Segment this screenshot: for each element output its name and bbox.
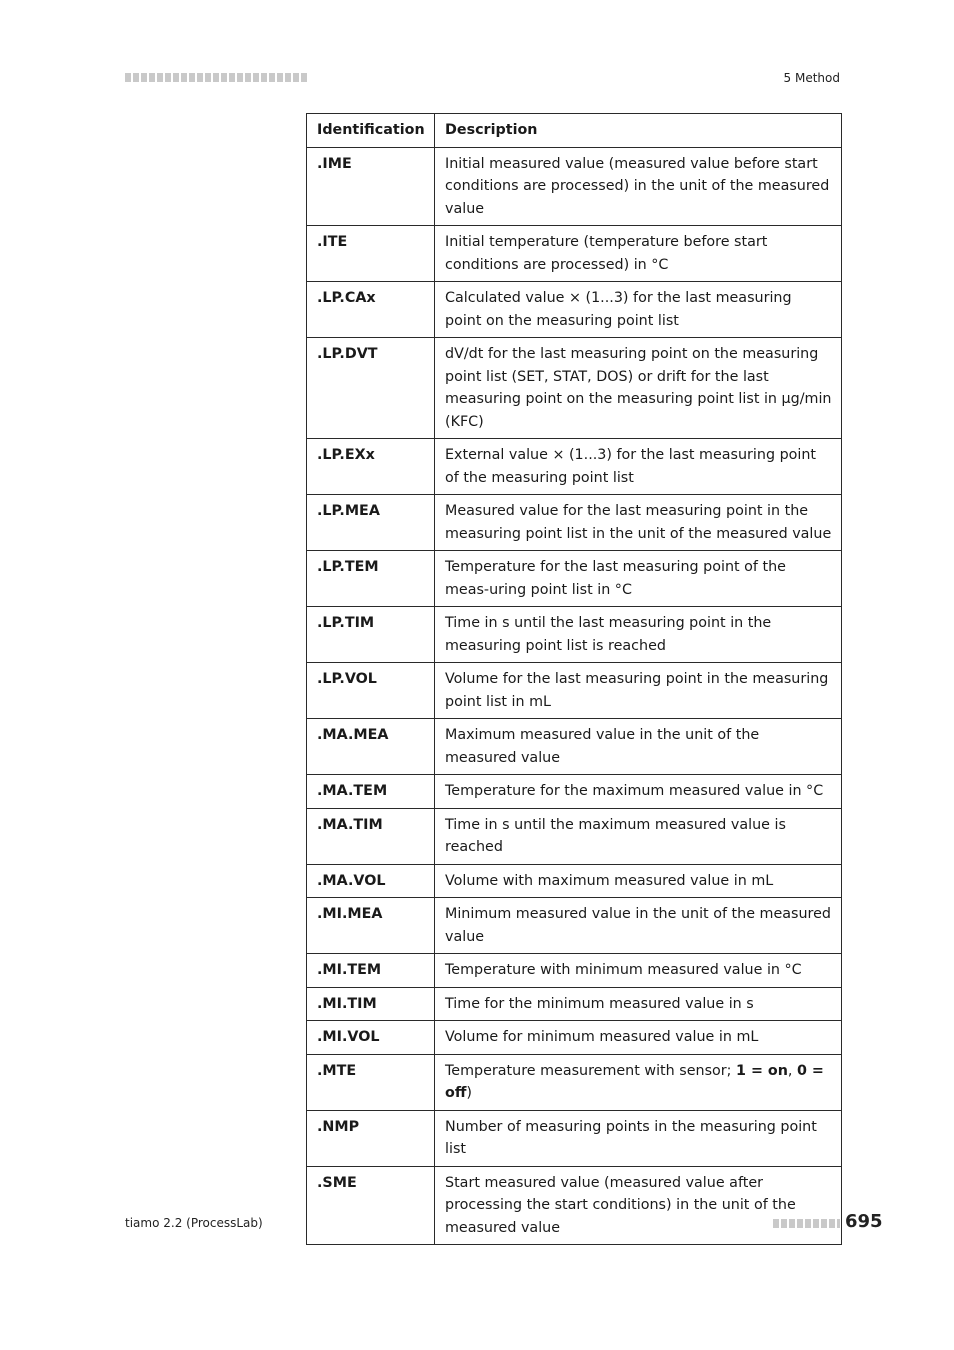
table-row [307, 226, 842, 282]
row-description: Time in s until the last measuring point in the measuring point list is reached [435, 607, 842, 663]
row-id: .MI.VOL [307, 1021, 435, 1055]
row-id: .MA.TIM [307, 808, 435, 864]
row-description: dV/dt for the last measuring point on the measuring point list (SET, STAT, DOS) or drift for the last measuring point on the measuring point list in µg/min (KFC) [435, 338, 842, 439]
table-row [307, 775, 842, 809]
row-description: Initial temperature (temperature before start conditions are processed) in °C [435, 226, 842, 282]
row-id: .LP.CAx [307, 282, 435, 338]
table-row [307, 808, 842, 864]
row-id: .ITE [307, 226, 435, 282]
mte-close: ) [466, 1085, 472, 1101]
mte-on-value: 1 = on [736, 1062, 788, 1079]
row-id: .MA.TEM [307, 775, 435, 809]
row-id: .LP.VOL [307, 663, 435, 719]
row-description: Initial measured value (measured value before start conditions are processed) in the unit of the measured value [435, 147, 842, 226]
table-header-row [307, 114, 842, 148]
mte-off-value: 0 = off [445, 1062, 824, 1101]
section-title: 5 Method [783, 71, 840, 85]
row-description: Volume for minimum measured value in mL [435, 1021, 842, 1055]
row-id: .LP.TEM [307, 551, 435, 607]
row-description: Temperature for the maximum measured value in °C [435, 775, 842, 809]
table-row [307, 1166, 842, 1245]
table-row [307, 551, 842, 607]
row-description: Calculated value × (1...3) for the last measuring point on the measuring point list [435, 282, 842, 338]
row-description: Volume for the last measuring point in the measuring point list in mL [435, 663, 842, 719]
table-row [307, 663, 842, 719]
table-row [307, 719, 842, 775]
table-row [307, 338, 842, 439]
row-description: Volume with maximum measured value in mL [435, 864, 842, 898]
table-row [307, 147, 842, 226]
table-row [307, 864, 842, 898]
row-id: .LP.TIM [307, 607, 435, 663]
row-id: .NMP [307, 1110, 435, 1166]
row-description: Time for the minimum measured value in s [435, 987, 842, 1021]
row-id: .MI.TEM [307, 954, 435, 988]
row-id: .MI.TIM [307, 987, 435, 1021]
table-row [307, 495, 842, 551]
row-id: .MI.MEA [307, 898, 435, 954]
row-id: .LP.EXx [307, 439, 435, 495]
table-row [307, 282, 842, 338]
row-description: Start measured value (measured value after processing the start conditions) in the unit of the measured value [435, 1166, 842, 1245]
row-description: Minimum measured value in the unit of the measured value [435, 898, 842, 954]
row-description: Number of measuring points in the measuring point list [435, 1110, 842, 1166]
column-header-identification: Identification [307, 114, 435, 148]
row-description: External value × (1...3) for the last measuring point of the measuring point list [435, 439, 842, 495]
footer-decoration [773, 1219, 840, 1228]
row-id: .MTE [307, 1054, 435, 1110]
table-row [307, 954, 842, 988]
row-id: .LP.MEA [307, 495, 435, 551]
header-decoration [125, 73, 307, 82]
row-description: Temperature for the last measuring point of the meas-uring point list in °C [435, 551, 842, 607]
row-description: Time in s until the maximum measured value is reached [435, 808, 842, 864]
row-description: Maximum measured value in the unit of the measured value [435, 719, 842, 775]
table-row [307, 439, 842, 495]
page-number: 695 [845, 1211, 883, 1232]
row-id: .IME [307, 147, 435, 226]
table-row [307, 1110, 842, 1166]
table-row [307, 898, 842, 954]
row-id: .MA.MEA [307, 719, 435, 775]
mte-separator: , [787, 1062, 797, 1079]
table-row [307, 1054, 842, 1110]
table-row [307, 1021, 842, 1055]
mte-text: Temperature measurement with sensor; [445, 1062, 737, 1079]
table-row [307, 607, 842, 663]
column-header-description: Description [435, 114, 842, 148]
row-id: .SME [307, 1166, 435, 1245]
row-id: .MA.VOL [307, 864, 435, 898]
row-id: .LP.DVT [307, 338, 435, 439]
row-description: Measured value for the last measuring point in the measuring point list in the unit of the measured value [435, 495, 842, 551]
footer-product-name: tiamo 2.2 (ProcessLab) [125, 1216, 263, 1230]
table-row [307, 987, 842, 1021]
identification-table [306, 113, 842, 1245]
row-description: Temperature with minimum measured value in °C [435, 954, 842, 988]
row-description [435, 1054, 842, 1110]
